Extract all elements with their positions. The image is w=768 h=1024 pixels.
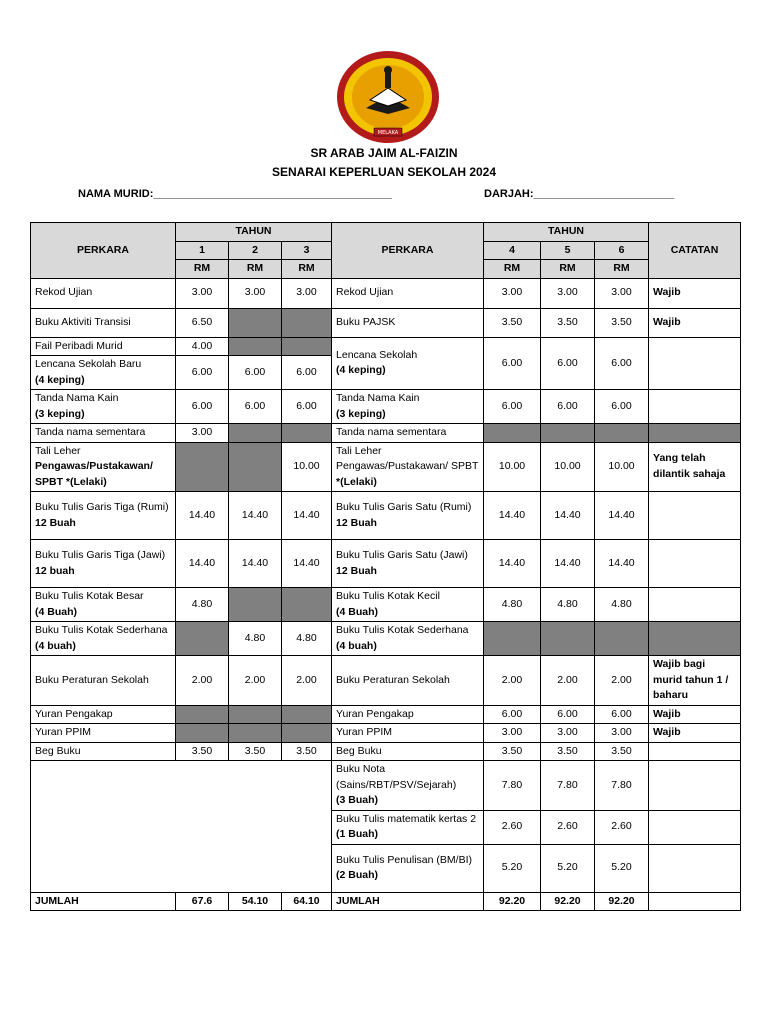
- item-left-text: Lencana Sekolah Baru: [35, 358, 142, 370]
- price-y2: 14.40: [229, 540, 282, 588]
- price-y5: 3.00: [541, 724, 595, 743]
- catatan-note: [649, 588, 741, 622]
- price-y5: 5.20: [541, 844, 595, 892]
- item-left: Buku Peraturan Sekolah: [31, 656, 176, 706]
- item-left-text: Tanda Nama Kain: [35, 392, 119, 404]
- table-row: [31, 656, 741, 706]
- table-row: [31, 442, 741, 492]
- price-y4: 3.00: [484, 278, 541, 308]
- price-y4: 3.50: [484, 308, 541, 337]
- item-right: Yuran Pengakap: [332, 705, 484, 724]
- price-y5: 4.80: [541, 588, 595, 622]
- catatan-note: [649, 844, 741, 892]
- item-right: Rekod Ujian: [332, 278, 484, 308]
- table-row: [31, 540, 741, 588]
- price-y2: 14.40: [229, 492, 282, 540]
- price-y4: 10.00: [484, 442, 541, 492]
- item-right: [332, 810, 484, 844]
- total-y6: 92.20: [595, 892, 649, 911]
- rm-header: RM: [595, 260, 649, 279]
- shaded-cell: [229, 442, 282, 492]
- table-row: [31, 742, 741, 761]
- price-y3: 6.00: [282, 356, 332, 390]
- catatan-note: [649, 540, 741, 588]
- catatan-note: Yang telah dilantik sahaja: [649, 442, 741, 492]
- year-6-header: 6: [595, 241, 649, 260]
- price-y3: 3.50: [282, 742, 332, 761]
- price-y2: 2.00: [229, 656, 282, 706]
- price-y6: 2.00: [595, 656, 649, 706]
- item-left-qty: (4 Buah): [35, 605, 77, 618]
- price-y1: 4.00: [176, 337, 229, 356]
- price-y3: 14.40: [282, 492, 332, 540]
- item-left: Rekod Ujian: [31, 278, 176, 308]
- catatan-note: Wajib: [649, 278, 741, 308]
- price-y5: 2.00: [541, 656, 595, 706]
- shaded-cell: [229, 705, 282, 724]
- item-left: [31, 390, 176, 424]
- price-y1: 6.00: [176, 390, 229, 424]
- item-right-text: Lencana Sekolah: [336, 348, 418, 361]
- table-row: [31, 622, 741, 656]
- price-y4: 3.00: [484, 724, 541, 743]
- table-row: [31, 278, 741, 308]
- table-row: [31, 705, 741, 724]
- item-left-qty: Pengawas/Pustakawan/ SPBT *(Lelaki): [35, 460, 153, 488]
- item-left-text: Tali Leher: [35, 444, 81, 457]
- table-row: [31, 390, 741, 424]
- price-y1: 6.50: [176, 308, 229, 337]
- tahun-header-left: TAHUN: [176, 223, 332, 242]
- price-y6: 6.00: [595, 705, 649, 724]
- price-y4: 6.00: [484, 705, 541, 724]
- item-right-qty: 12 Buah: [336, 564, 377, 577]
- item-right-text: Buku Nota (Sains/RBT/PSV/Sejarah): [336, 763, 457, 791]
- year-4-header: 4: [484, 241, 541, 260]
- item-right-text: Buku Tulis Penulisan (BM/BI): [336, 853, 472, 866]
- price-y1: 4.80: [176, 588, 229, 622]
- table-row: [31, 761, 741, 811]
- item-right-text: Buku Tulis Garis Satu (Rumi): [336, 501, 472, 513]
- price-y4: 14.40: [484, 540, 541, 588]
- shaded-cell: [595, 622, 649, 656]
- rm-header: RM: [176, 260, 229, 279]
- school-name: SR ARAB JAIM AL-FAIZIN: [310, 146, 458, 160]
- shaded-cell: [176, 724, 229, 743]
- item-left: [31, 588, 176, 622]
- price-y2: 4.80: [229, 622, 282, 656]
- item-left: [31, 492, 176, 540]
- document-header: [0, 144, 768, 182]
- item-left-qty: (4 buah): [35, 639, 76, 652]
- price-y5: 10.00: [541, 442, 595, 492]
- price-y5: 3.50: [541, 742, 595, 761]
- total-label-right: JUMLAH: [332, 892, 484, 911]
- item-right: [332, 540, 484, 588]
- price-y1: 14.40: [176, 540, 229, 588]
- shaded-cell: [229, 308, 282, 337]
- item-right: [332, 442, 484, 492]
- price-y6: 6.00: [595, 390, 649, 424]
- student-fields: [0, 188, 768, 206]
- price-y6: 6.00: [595, 337, 649, 390]
- price-y5: 14.40: [541, 492, 595, 540]
- table-row: [31, 724, 741, 743]
- item-right: Buku Peraturan Sekolah: [332, 656, 484, 706]
- catatan-note: [649, 492, 741, 540]
- price-y4: 4.80: [484, 588, 541, 622]
- total-y3: 64.10: [282, 892, 332, 911]
- price-y4: 3.50: [484, 742, 541, 761]
- shaded-cell: [484, 424, 541, 443]
- perkara-header-right: PERKARA: [332, 223, 484, 279]
- price-y4: 2.00: [484, 656, 541, 706]
- shaded-cell: [595, 424, 649, 443]
- item-left-text: Buku Tulis Garis Tiga (Jawi): [35, 549, 166, 561]
- table-row: [31, 492, 741, 540]
- perkara-header-left: PERKARA: [31, 223, 176, 279]
- rm-header: RM: [282, 260, 332, 279]
- price-y2: 6.00: [229, 390, 282, 424]
- catatan-note: Wajib: [649, 724, 741, 743]
- rm-header: RM: [484, 260, 541, 279]
- shaded-cell: [282, 337, 332, 356]
- price-y5: 2.60: [541, 810, 595, 844]
- price-y1: 3.00: [176, 424, 229, 443]
- shaded-cell: [541, 424, 595, 443]
- item-right-qty: 12 Buah: [336, 516, 377, 529]
- item-left-text: Buku Tulis Kotak Sederhana: [35, 624, 168, 636]
- item-right-text: Buku Tulis Garis Satu (Jawi): [336, 549, 468, 561]
- price-y2: 6.00: [229, 356, 282, 390]
- item-right-qty: (3 keping): [336, 407, 386, 420]
- total-y2: 54.10: [229, 892, 282, 911]
- rm-header: RM: [541, 260, 595, 279]
- total-label-left: JUMLAH: [31, 892, 176, 911]
- item-left-text: Buku Tulis Kotak Besar: [35, 590, 144, 602]
- price-y6: 3.00: [595, 278, 649, 308]
- shaded-cell: [229, 424, 282, 443]
- price-y3: 3.00: [282, 278, 332, 308]
- item-left: [31, 356, 176, 390]
- price-y1: 6.00: [176, 356, 229, 390]
- item-right-text: Buku Tulis matematik kertas 2: [336, 812, 477, 825]
- item-left-qty: (4 keping): [35, 373, 85, 386]
- year-3-header: 3: [282, 241, 332, 260]
- item-right-text: Buku Tulis Kotak Kecil: [336, 590, 440, 602]
- total-y1: 67.6: [176, 892, 229, 911]
- item-right: [332, 390, 484, 424]
- price-y6: 4.80: [595, 588, 649, 622]
- rm-header: RM: [229, 260, 282, 279]
- table-row: [31, 337, 741, 356]
- price-y6: 2.60: [595, 810, 649, 844]
- item-left: [31, 540, 176, 588]
- price-y1: 14.40: [176, 492, 229, 540]
- price-y5: 3.00: [541, 278, 595, 308]
- price-y6: 3.50: [595, 742, 649, 761]
- total-y5: 92.20: [541, 892, 595, 911]
- shaded-cell: [176, 622, 229, 656]
- price-y4: 2.60: [484, 810, 541, 844]
- school-crest-logo: [336, 50, 440, 144]
- shaded-cell: [649, 424, 741, 443]
- shaded-cell: [229, 337, 282, 356]
- item-left: Beg Buku: [31, 742, 176, 761]
- year-1-header: 1: [176, 241, 229, 260]
- shaded-cell: [282, 588, 332, 622]
- price-y3: 2.00: [282, 656, 332, 706]
- price-y3: 6.00: [282, 390, 332, 424]
- price-y4: 5.20: [484, 844, 541, 892]
- requirements-table: [30, 222, 741, 911]
- total-y4: 92.20: [484, 892, 541, 911]
- total-row: [31, 892, 741, 911]
- price-y6: 3.50: [595, 308, 649, 337]
- shaded-cell: [229, 724, 282, 743]
- catatan-note: [649, 761, 741, 811]
- price-y6: 7.80: [595, 761, 649, 811]
- crest-ribbon-text: MELAKA: [377, 130, 399, 136]
- darjah-field[interactable]: DARJAH:_______________________: [484, 188, 675, 200]
- table-row: [31, 308, 741, 337]
- price-y5: 6.00: [541, 337, 595, 390]
- item-right-text: Buku Tulis Kotak Sederhana: [336, 624, 469, 636]
- total-note: [649, 892, 741, 911]
- shaded-cell: [176, 442, 229, 492]
- item-left: Tanda nama sementara: [31, 424, 176, 443]
- price-y6: 10.00: [595, 442, 649, 492]
- price-y1: 3.00: [176, 278, 229, 308]
- item-right-qty: (1 Buah): [336, 828, 379, 840]
- item-right: [332, 761, 484, 811]
- shaded-cell: [176, 705, 229, 724]
- item-right-qty: *(Lelaki): [336, 475, 377, 488]
- catatan-note: Wajib: [649, 705, 741, 724]
- shaded-cell: [282, 308, 332, 337]
- catatan-note: [649, 742, 741, 761]
- nama-murid-field[interactable]: NAMA MURID:_______________________________________: [78, 188, 392, 200]
- price-y1: 2.00: [176, 656, 229, 706]
- item-left-text: Buku Tulis Garis Tiga (Rumi): [35, 501, 169, 513]
- price-y1: 3.50: [176, 742, 229, 761]
- price-y5: 7.80: [541, 761, 595, 811]
- shaded-cell: [484, 622, 541, 656]
- item-right: [332, 492, 484, 540]
- item-left-qty: 12 buah: [35, 564, 75, 577]
- shaded-cell: [649, 622, 741, 656]
- shaded-cell: [229, 588, 282, 622]
- price-y3: 14.40: [282, 540, 332, 588]
- price-y4: 7.80: [484, 761, 541, 811]
- year-5-header: 5: [541, 241, 595, 260]
- item-left: [31, 442, 176, 492]
- price-y6: 14.40: [595, 492, 649, 540]
- item-right: Tanda nama sementara: [332, 424, 484, 443]
- item-right: [332, 622, 484, 656]
- shaded-cell: [282, 724, 332, 743]
- item-right-qty: (2 Buah): [336, 869, 379, 881]
- item-right: Beg Buku: [332, 742, 484, 761]
- price-y5: 6.00: [541, 705, 595, 724]
- item-left-qty: (3 keping): [35, 407, 85, 420]
- item-right-text: Tanda Nama Kain: [336, 392, 420, 404]
- item-right-text: Tali Leher Pengawas/Pustakawan/ SPBT: [336, 444, 479, 472]
- price-y3: 4.80: [282, 622, 332, 656]
- item-right: [332, 337, 484, 390]
- catatan-note: [649, 390, 741, 424]
- item-left: [31, 622, 176, 656]
- catatan-header: CATATAN: [649, 223, 741, 279]
- price-y5: 14.40: [541, 540, 595, 588]
- item-right-qty: (4 buah): [336, 639, 377, 652]
- price-y4: 6.00: [484, 337, 541, 390]
- catatan-note: Wajib: [649, 308, 741, 337]
- catatan-note: [649, 810, 741, 844]
- price-y6: 3.00: [595, 724, 649, 743]
- price-y5: 3.50: [541, 308, 595, 337]
- price-y4: 6.00: [484, 390, 541, 424]
- year-2-header: 2: [229, 241, 282, 260]
- price-y4: 14.40: [484, 492, 541, 540]
- price-y3: 10.00: [282, 442, 332, 492]
- item-left-qty: 12 Buah: [35, 516, 76, 529]
- table-row: [31, 588, 741, 622]
- catatan-note: Wajib bagi murid tahun 1 / baharu: [649, 656, 741, 706]
- item-right: Buku PAJSK: [332, 308, 484, 337]
- list-title: SENARAI KEPERLUAN SEKOLAH 2024: [271, 165, 497, 179]
- item-right: [332, 844, 484, 892]
- empty-block: [31, 761, 332, 893]
- price-y2: 3.00: [229, 278, 282, 308]
- item-left: Buku Aktiviti Transisi: [31, 308, 176, 337]
- catatan-note: [649, 337, 741, 390]
- item-left: Fail Peribadi Murid: [31, 337, 176, 356]
- table-row: [31, 424, 741, 443]
- price-y5: 6.00: [541, 390, 595, 424]
- item-right-qty: (3 Buah): [336, 794, 379, 806]
- item-right: [332, 588, 484, 622]
- tahun-header-right: TAHUN: [484, 223, 649, 242]
- item-right-qty: (4 keping): [336, 364, 386, 377]
- item-left: Yuran PPIM: [31, 724, 176, 743]
- price-y2: 3.50: [229, 742, 282, 761]
- shaded-cell: [282, 705, 332, 724]
- price-y6: 5.20: [595, 844, 649, 892]
- item-left: Yuran Pengakap: [31, 705, 176, 724]
- shaded-cell: [282, 424, 332, 443]
- item-right: Yuran PPIM: [332, 724, 484, 743]
- shaded-cell: [541, 622, 595, 656]
- item-right-qty: (4 Buah): [336, 605, 379, 618]
- price-y6: 14.40: [595, 540, 649, 588]
